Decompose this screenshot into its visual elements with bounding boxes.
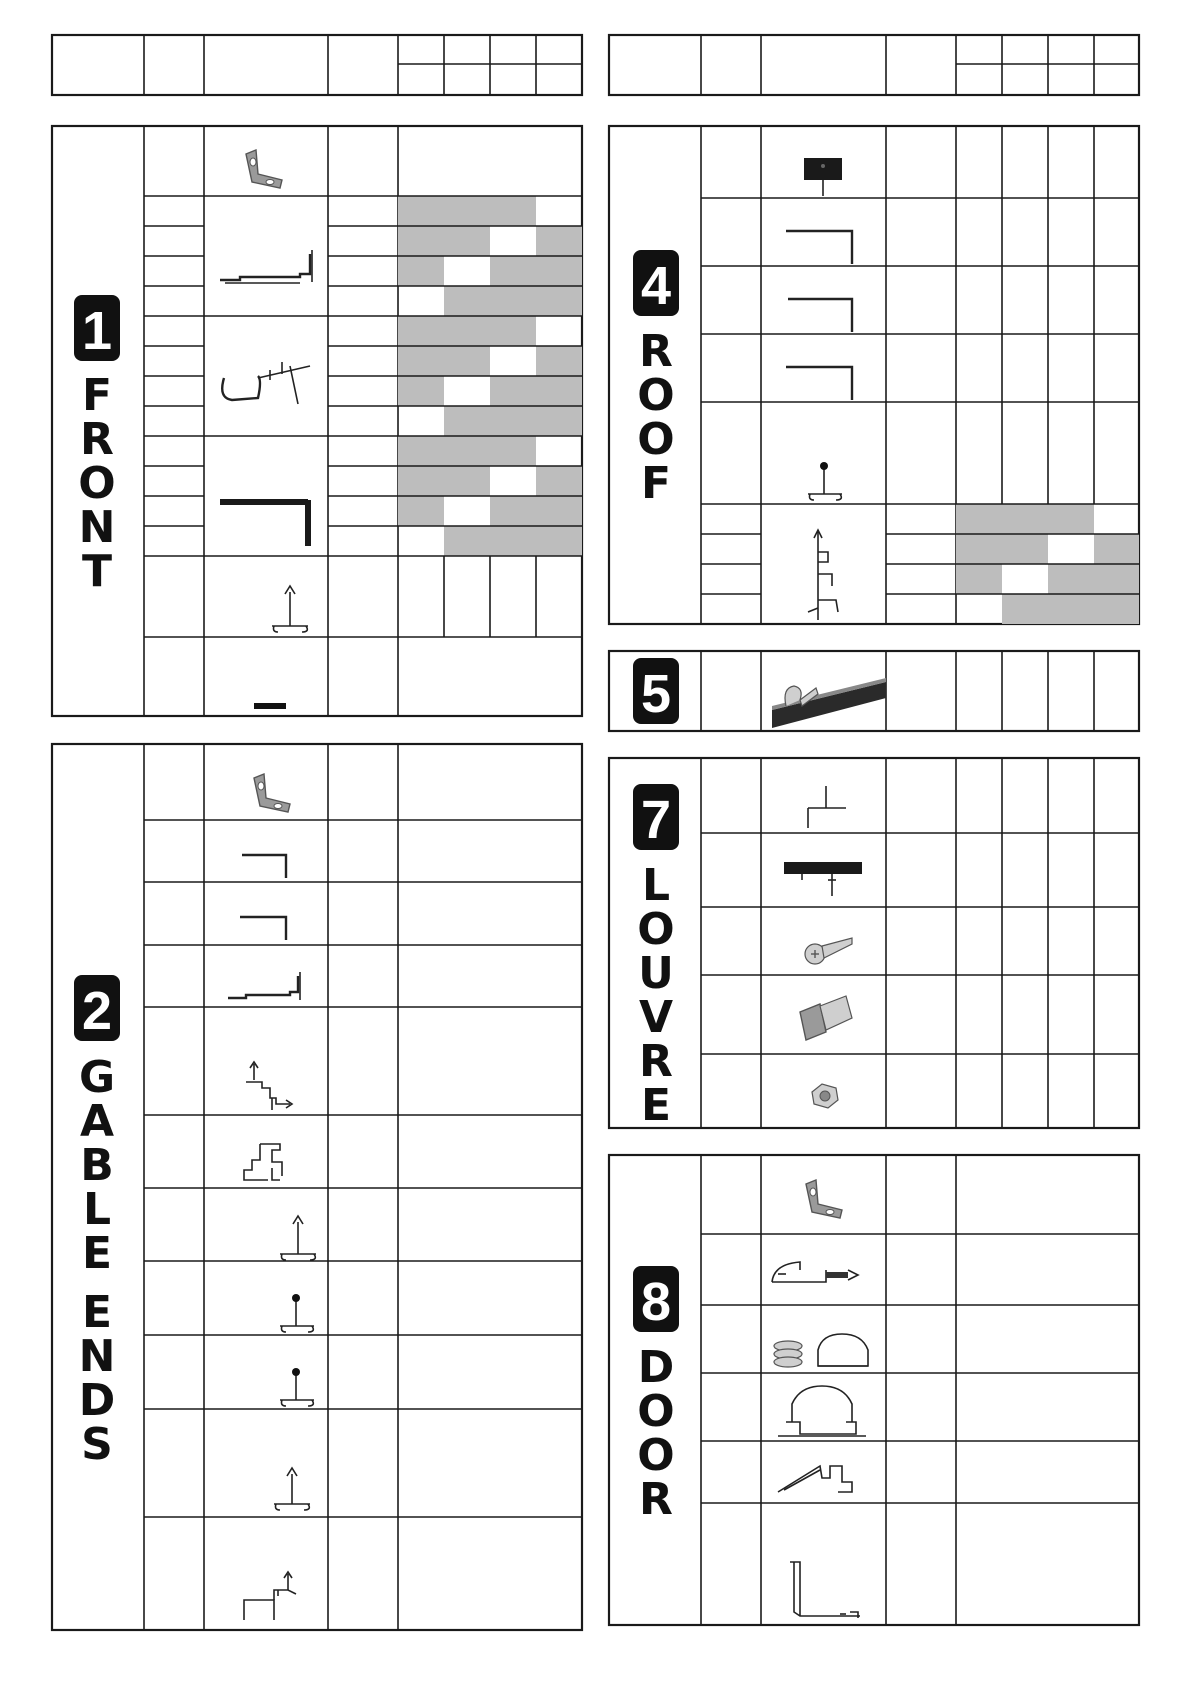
section-louvre — [609, 758, 1139, 1131]
angle-bracket-icon — [246, 150, 282, 188]
roof-angle-icon — [786, 231, 852, 264]
glazing-bar-icon — [280, 1216, 316, 1260]
base-profile-icon — [244, 1144, 282, 1180]
svg-text:O: O — [637, 370, 675, 421]
roof-angle-icon — [788, 299, 852, 332]
svg-text:2: 2 — [81, 981, 113, 1041]
section-badge-2 — [74, 975, 120, 1041]
svg-text:B: B — [80, 1140, 114, 1191]
section-title-door — [637, 1342, 674, 1525]
section-title-gable-ends — [79, 1052, 116, 1470]
ridge-bar-icon — [280, 1368, 314, 1406]
section-title-louvre — [637, 860, 674, 1131]
right-header-table — [609, 35, 1139, 95]
ridge-bar-icon — [280, 1294, 314, 1332]
svg-text:E: E — [81, 1228, 113, 1279]
svg-text:O: O — [637, 414, 675, 465]
glazing-bar-icon — [274, 1468, 310, 1510]
window-strip-icon — [772, 678, 886, 728]
section-door — [609, 1155, 1139, 1625]
svg-text:T: T — [81, 546, 113, 597]
nut-icon — [812, 1084, 838, 1108]
svg-text:U: U — [638, 948, 674, 999]
end-strip-icon — [254, 703, 286, 709]
section-badge-5 — [633, 658, 679, 724]
svg-text:1: 1 — [81, 301, 113, 361]
svg-text:5: 5 — [640, 664, 672, 724]
gutter-profile-icon — [222, 362, 310, 404]
svg-text:R: R — [639, 326, 673, 377]
svg-text:8: 8 — [640, 1272, 672, 1332]
svg-text:D: D — [78, 1375, 116, 1426]
section-front — [52, 126, 582, 716]
svg-text:4: 4 — [640, 256, 672, 316]
section-badge-8 — [633, 1266, 679, 1332]
door-track-icon — [778, 1386, 866, 1436]
louvre-bar-icon — [808, 786, 846, 828]
svg-text:N: N — [78, 1331, 116, 1382]
section-badge-7 — [633, 784, 679, 850]
section-title-roof — [637, 326, 674, 509]
svg-text:L: L — [82, 1184, 112, 1235]
stepped-profile-icon — [246, 1062, 292, 1110]
corner-angle-icon — [240, 917, 286, 940]
screw-icon — [805, 938, 852, 964]
door-ramp-icon — [778, 1466, 852, 1492]
svg-text:S: S — [81, 1419, 113, 1470]
sill-profile-icon — [228, 972, 300, 1000]
section-badge-1 — [74, 295, 120, 361]
svg-text:O: O — [78, 458, 116, 509]
vent-profile-icon — [244, 1572, 296, 1620]
door-track-handle-icon — [772, 1262, 858, 1282]
bolt-icon — [800, 996, 852, 1040]
svg-text:E: E — [81, 1287, 113, 1338]
svg-text:O: O — [637, 904, 675, 955]
left-header-table — [52, 35, 582, 95]
roof-angle-icon — [786, 367, 852, 400]
svg-text:R: R — [639, 1036, 673, 1087]
svg-text:L: L — [641, 860, 671, 911]
ridge-cap-icon — [804, 158, 842, 196]
section-title-front — [78, 370, 115, 597]
door-track-wheels-icon — [774, 1334, 868, 1367]
svg-text:7: 7 — [640, 790, 672, 850]
svg-text:O: O — [637, 1386, 675, 1437]
sill-profile-icon — [220, 250, 312, 283]
svg-text:A: A — [79, 1096, 115, 1147]
svg-text:G: G — [78, 1052, 116, 1103]
svg-text:F: F — [640, 458, 672, 509]
section-5 — [609, 651, 1139, 731]
angle-bracket-icon — [806, 1180, 842, 1218]
section-badge-4 — [633, 250, 679, 316]
svg-text:N: N — [78, 502, 116, 553]
svg-text:R: R — [80, 414, 114, 465]
svg-text:F: F — [81, 370, 113, 421]
svg-text:D: D — [637, 1342, 675, 1393]
glazing-bar-icon — [272, 586, 308, 632]
svg-text:E: E — [640, 1080, 672, 1131]
door-frame-icon — [790, 1562, 860, 1618]
svg-text:R: R — [639, 1474, 673, 1525]
svg-text:O: O — [637, 1430, 675, 1481]
section-gable-ends — [52, 744, 582, 1630]
svg-text:V: V — [638, 992, 674, 1043]
ridge-bar-icon — [808, 462, 842, 500]
roof-vent-profile-icon — [808, 530, 838, 620]
angle-bracket-icon — [254, 774, 290, 812]
section-roof — [609, 126, 1139, 624]
louvre-rail-icon — [784, 862, 862, 896]
corner-angle-icon — [242, 855, 286, 878]
eaves-bar-icon — [220, 500, 308, 546]
